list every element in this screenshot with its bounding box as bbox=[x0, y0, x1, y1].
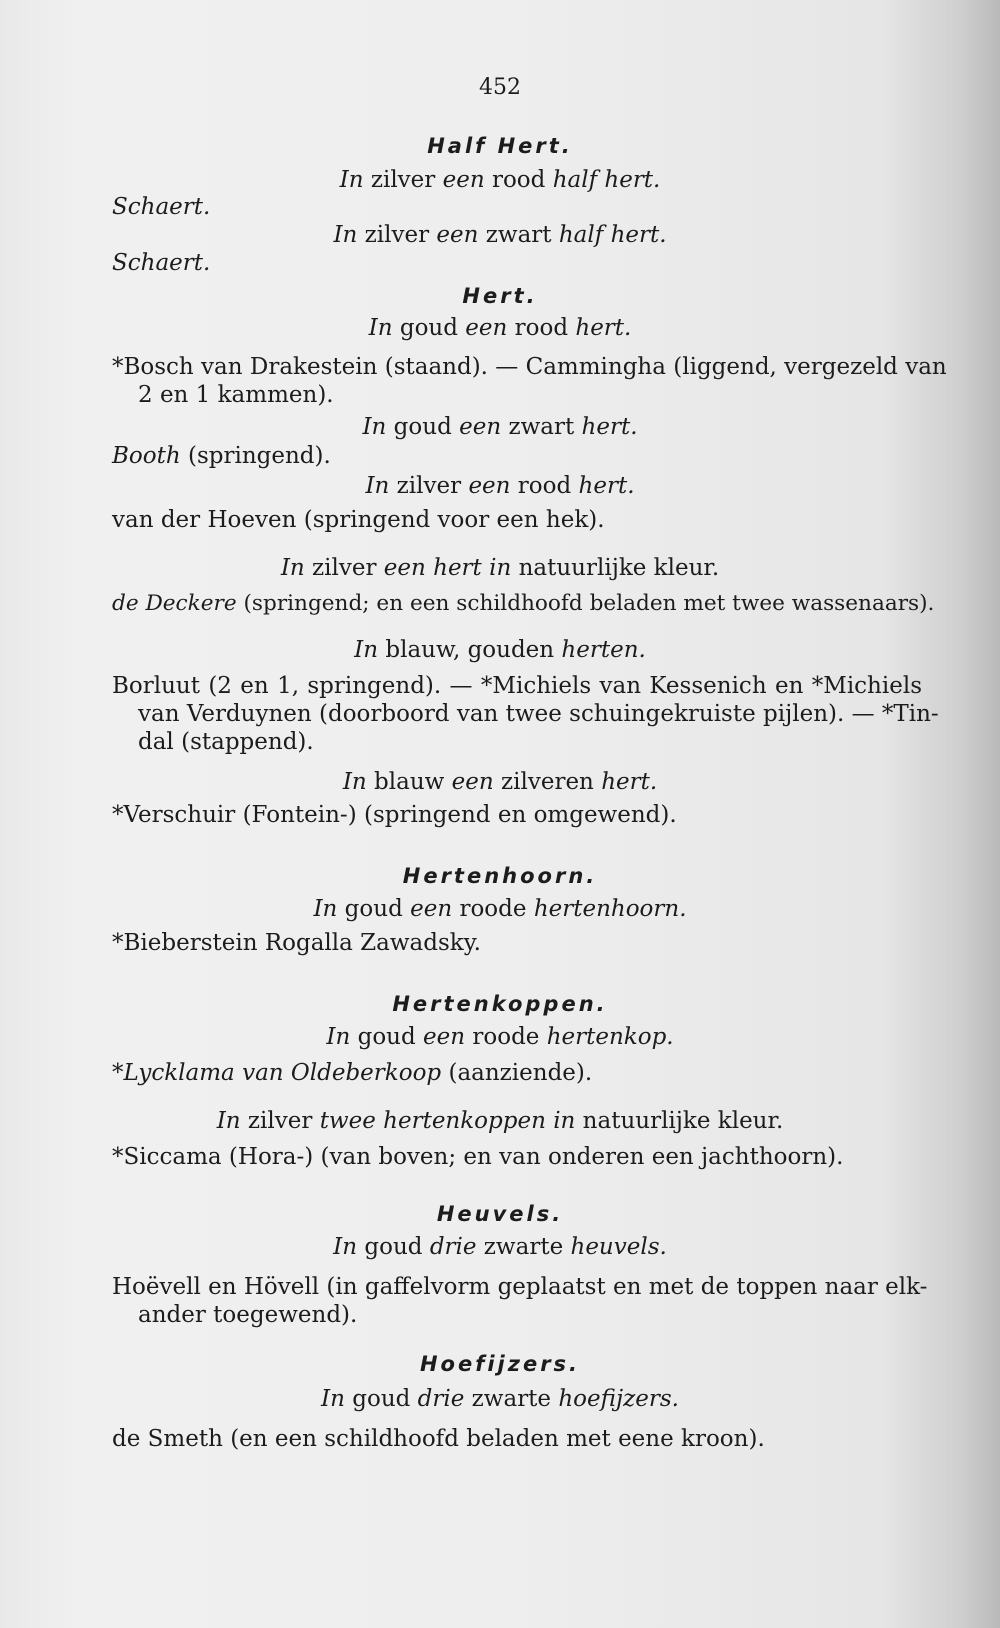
blazon-in: In bbox=[368, 315, 393, 341]
blazon-in: In bbox=[280, 555, 305, 581]
blazon-article: een bbox=[423, 1024, 466, 1050]
family-entry: *Siccama (Hora-) (van boven; en van onderen een jachthoorn). bbox=[112, 1144, 844, 1170]
family-entry bbox=[112, 442, 331, 470]
blazon-line bbox=[0, 1385, 1000, 1413]
blazon-charge: half hert. bbox=[552, 167, 661, 193]
family-entry: Hoëvell en Hövell (in gaffelvorm geplaatst en met de toppen naar elk- bbox=[112, 1274, 928, 1300]
blazon-charge: hertenkop. bbox=[546, 1024, 674, 1050]
blazon-tincture: goud bbox=[392, 315, 466, 341]
family-entry-continued: van Verduynen (doorboord van twee schuingekruiste pijlen). — *Tin- bbox=[138, 701, 939, 727]
section-heading-heuvels: Heuvels. bbox=[436, 1202, 564, 1226]
blazon-line bbox=[0, 895, 1000, 923]
family-entry-continued: ander toegewend). bbox=[138, 1302, 358, 1328]
blazon-color: roode bbox=[452, 896, 534, 922]
blazon-charge: twee hertenkoppen in bbox=[319, 1108, 576, 1134]
blazon-charge: hert. bbox=[578, 473, 635, 499]
section-heading-half-hert: Half Hert. bbox=[427, 134, 573, 158]
family-name bbox=[112, 193, 210, 221]
family-entry-continued: dal (stappend). bbox=[138, 729, 314, 755]
blazon-line bbox=[0, 1107, 1000, 1135]
blazon-color: zwart bbox=[501, 414, 582, 440]
family-entry bbox=[112, 590, 935, 618]
blazon-line bbox=[0, 1233, 1000, 1261]
blazon-tincture: blauw bbox=[366, 769, 452, 795]
blazon-charge: een hert in bbox=[383, 555, 512, 581]
blazon-color: zwarte bbox=[476, 1234, 571, 1260]
blazon-article: drie bbox=[417, 1386, 465, 1412]
blazon-article: een bbox=[459, 414, 502, 440]
blazon-color: rood bbox=[507, 315, 576, 341]
blazon-in: In bbox=[333, 1234, 358, 1260]
blazon-tincture: zilver bbox=[357, 222, 437, 248]
family-entry: Borluut (2 en 1, springend). — *Michiels van Kessenich en *Michiels bbox=[112, 673, 922, 699]
blazon-line bbox=[0, 166, 1000, 194]
blazon-line bbox=[0, 472, 1000, 500]
blazon-tincture: zilver bbox=[304, 555, 384, 581]
blazon-color: zwart bbox=[478, 222, 559, 248]
blazon-in: In bbox=[354, 637, 379, 663]
family-name-italic: Schaert. bbox=[112, 194, 211, 220]
blazon-in: In bbox=[216, 1108, 241, 1134]
blazon-charge: hert. bbox=[575, 315, 632, 341]
family-name bbox=[112, 249, 210, 277]
family-entry: de Smeth (en een schildhoofd beladen met eene kroon). bbox=[112, 1426, 765, 1452]
blazon-charge: hertenhoorn. bbox=[533, 896, 687, 922]
blazon-line bbox=[0, 413, 1000, 441]
blazon-tincture: goud bbox=[337, 896, 411, 922]
blazon-color: rood bbox=[484, 167, 553, 193]
blazon-article: een bbox=[465, 315, 508, 341]
blazon-line bbox=[0, 768, 1000, 796]
family-entry: *Bieberstein Rogalla Zawadsky. bbox=[112, 930, 481, 956]
blazon-tincture: goud bbox=[344, 1386, 418, 1412]
blazon-tincture: zilver bbox=[389, 473, 469, 499]
blazon-in: In bbox=[365, 473, 390, 499]
blazon-article: een bbox=[451, 769, 494, 795]
family-note: (springend; en een schildhoofd beladen met twee wassenaars). bbox=[236, 591, 935, 616]
blazon-in: In bbox=[342, 769, 367, 795]
family-entry: van der Hoeven (springend voor een hek). bbox=[112, 507, 605, 533]
blazon-line bbox=[0, 221, 1000, 249]
family-entry: *Verschuir (Fontein-) (springend en omgewend). bbox=[112, 802, 677, 828]
blazon-charge: hert. bbox=[601, 769, 658, 795]
section-heading-hoefijzers: Hoefijzers. bbox=[419, 1352, 581, 1376]
blazon-in: In bbox=[321, 1386, 345, 1412]
blazon-color: roode bbox=[465, 1024, 547, 1050]
blazon-color: rood bbox=[510, 473, 579, 499]
family-entry bbox=[112, 1059, 592, 1087]
family-note: (springend). bbox=[180, 443, 331, 469]
blazon-in: In bbox=[333, 222, 358, 248]
blazon-line bbox=[0, 314, 1000, 342]
section-heading-hertenhoorn: Hertenhoorn. bbox=[402, 864, 598, 888]
blazon-tincture: zilver bbox=[363, 167, 443, 193]
blazon-charge: half hert. bbox=[558, 222, 667, 248]
asterisk: * bbox=[112, 1060, 124, 1086]
blazon-in: In bbox=[362, 414, 387, 440]
blazon-article: een bbox=[468, 473, 511, 499]
section-heading-hert: Hert. bbox=[462, 284, 538, 308]
blazon-in: In bbox=[339, 167, 364, 193]
blazon-article: drie bbox=[429, 1234, 477, 1260]
blazon-line bbox=[0, 554, 1000, 582]
blazon-article: een bbox=[442, 167, 485, 193]
blazon-tincture: blauw, gouden bbox=[378, 637, 562, 663]
family-name-italic: de Deckere bbox=[112, 591, 237, 616]
family-name-italic: Lycklama van Oldeberkoop bbox=[123, 1060, 442, 1086]
blazon-article: een bbox=[436, 222, 479, 248]
blazon-charge: hoefijzers. bbox=[558, 1386, 679, 1412]
blazon-in: In bbox=[313, 896, 338, 922]
blazon-tincture: goud bbox=[350, 1024, 424, 1050]
page-number: 452 bbox=[479, 75, 521, 100]
blazon-tincture: goud bbox=[386, 414, 460, 440]
blazon-charge: hert. bbox=[581, 414, 638, 440]
blazon-line bbox=[0, 636, 1000, 664]
blazon-article: een bbox=[410, 896, 453, 922]
family-name-italic: Booth bbox=[112, 443, 181, 469]
blazon-tincture: zilver bbox=[240, 1108, 320, 1134]
blazon-tincture: goud bbox=[357, 1234, 430, 1260]
family-note: (aanziende). bbox=[441, 1060, 593, 1086]
family-entry-continued: 2 en 1 kammen). bbox=[138, 382, 334, 408]
blazon-line bbox=[0, 1023, 1000, 1051]
blazon-in: In bbox=[326, 1024, 351, 1050]
blazon-charge: herten. bbox=[561, 637, 646, 663]
blazon-color: zilveren bbox=[493, 769, 602, 795]
blazon-color: natuurlijke kleur. bbox=[575, 1108, 784, 1134]
blazon-color: zwarte bbox=[464, 1386, 559, 1412]
blazon-color: natuurlijke kleur. bbox=[511, 555, 720, 581]
blazon-charge: heuvels. bbox=[570, 1234, 667, 1260]
family-name-italic: Schaert. bbox=[112, 250, 211, 276]
family-entry: *Bosch van Drakestein (staand). — Cammingha (liggend, vergezeld van bbox=[112, 354, 947, 380]
section-heading-hertenkoppen: Hertenkoppen. bbox=[392, 992, 608, 1016]
